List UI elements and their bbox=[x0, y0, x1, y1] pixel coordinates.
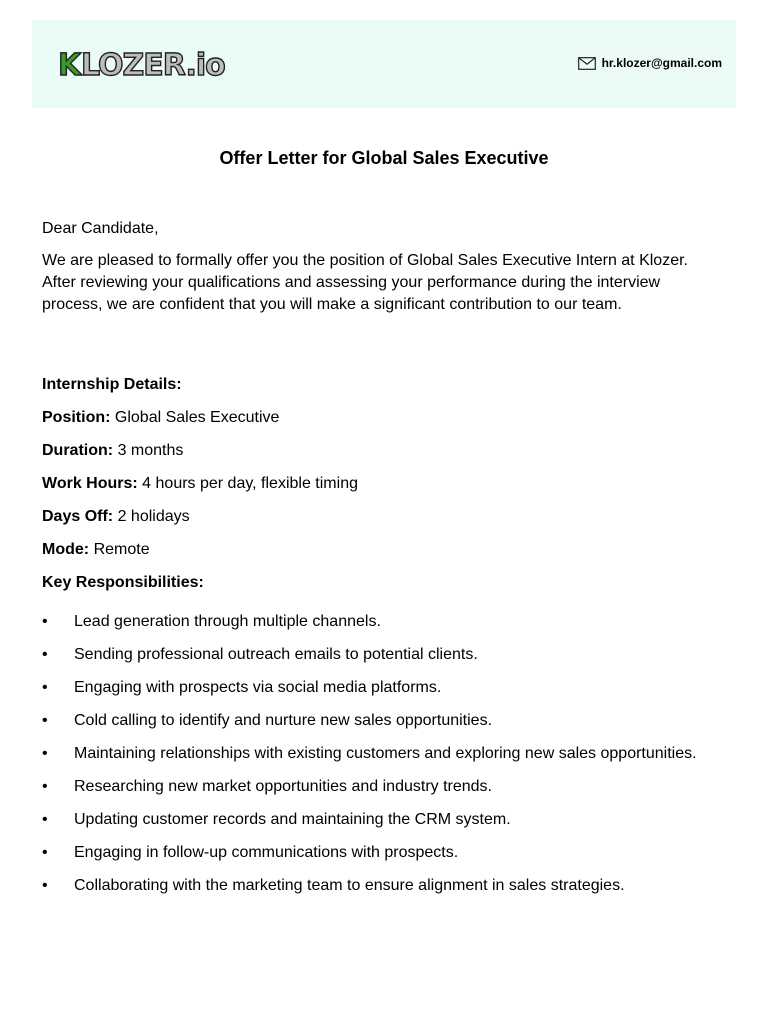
detail-label: Mode: bbox=[42, 541, 90, 558]
list-item-text: Cold calling to identify and nurture new sales opportunities. bbox=[74, 712, 493, 729]
bullet: • bbox=[42, 778, 48, 795]
detail-duration bbox=[42, 440, 183, 462]
bullet: • bbox=[42, 844, 48, 861]
detail-value: 4 hours per day, flexible timing bbox=[142, 475, 358, 492]
list-item-text: Researching new market opportunities and industry trends. bbox=[74, 778, 492, 795]
list-item-text: Updating customer records and maintaining the CRM system. bbox=[74, 811, 511, 828]
contact-email[interactable] bbox=[578, 56, 722, 70]
bullet: • bbox=[42, 877, 48, 894]
detail-mode bbox=[42, 539, 150, 561]
klozer-logo bbox=[56, 46, 256, 82]
detail-value: Remote bbox=[93, 541, 150, 558]
salutation: Dear Candidate, bbox=[42, 220, 159, 237]
letter-title: Offer Letter for Global Sales Executive bbox=[219, 148, 549, 168]
list-item bbox=[42, 770, 702, 803]
detail-label: Work Hours: bbox=[42, 475, 138, 492]
detail-value: Global Sales Executive bbox=[114, 409, 280, 426]
detail-label: Days Off: bbox=[42, 508, 114, 525]
detail-label: Position: bbox=[42, 409, 111, 426]
list-item bbox=[42, 803, 702, 836]
internship-details-heading: Internship Details: bbox=[42, 376, 182, 393]
email-address: hr.klozer@gmail.com bbox=[601, 56, 722, 70]
list-item bbox=[42, 605, 702, 638]
list-item bbox=[42, 836, 702, 869]
svg-text:LOZER.io: LOZER.io bbox=[81, 48, 225, 82]
list-item-text: Sending professional outreach emails to potential clients. bbox=[74, 646, 478, 663]
bullet: • bbox=[42, 811, 48, 828]
bullet: • bbox=[42, 745, 48, 762]
detail-position bbox=[42, 407, 279, 429]
detail-value: 3 months bbox=[117, 442, 184, 459]
letterhead-band bbox=[32, 20, 736, 108]
intro-paragraph: We are pleased to formally offer you the position of Global Sales Executive Intern at Klozer. After reviewing your qualifications and assessing your performance during the interview process, we are confident that you will make a significant contribution to our team. bbox=[42, 252, 688, 313]
list-item-text: Engaging with prospects via social media platforms. bbox=[74, 679, 442, 696]
detail-value: 2 holidays bbox=[117, 508, 190, 525]
list-item bbox=[42, 737, 702, 770]
list-item-text: Lead generation through multiple channels. bbox=[74, 613, 381, 630]
list-item bbox=[42, 869, 702, 902]
responsibilities-list bbox=[42, 605, 702, 902]
bullet: • bbox=[42, 679, 48, 696]
detail-days-off bbox=[42, 506, 190, 528]
envelope-icon bbox=[578, 57, 596, 70]
bullet: • bbox=[42, 646, 48, 663]
list-item bbox=[42, 671, 702, 704]
list-item-text: Collaborating with the marketing team to ensure alignment in sales strategies. bbox=[74, 877, 625, 894]
bullet: • bbox=[42, 613, 48, 630]
svg-text:K: K bbox=[58, 48, 81, 82]
key-responsibilities-heading: Key Responsibilities: bbox=[42, 574, 204, 591]
bullet: • bbox=[42, 712, 48, 729]
list-item-text: Maintaining relationships with existing customers and exploring new sales opportunities. bbox=[74, 745, 697, 762]
list-item-text: Engaging in follow-up communications with prospects. bbox=[74, 844, 459, 861]
detail-work-hours bbox=[42, 473, 358, 495]
list-item bbox=[42, 638, 702, 671]
list-item bbox=[42, 704, 702, 737]
detail-label: Duration: bbox=[42, 442, 114, 459]
